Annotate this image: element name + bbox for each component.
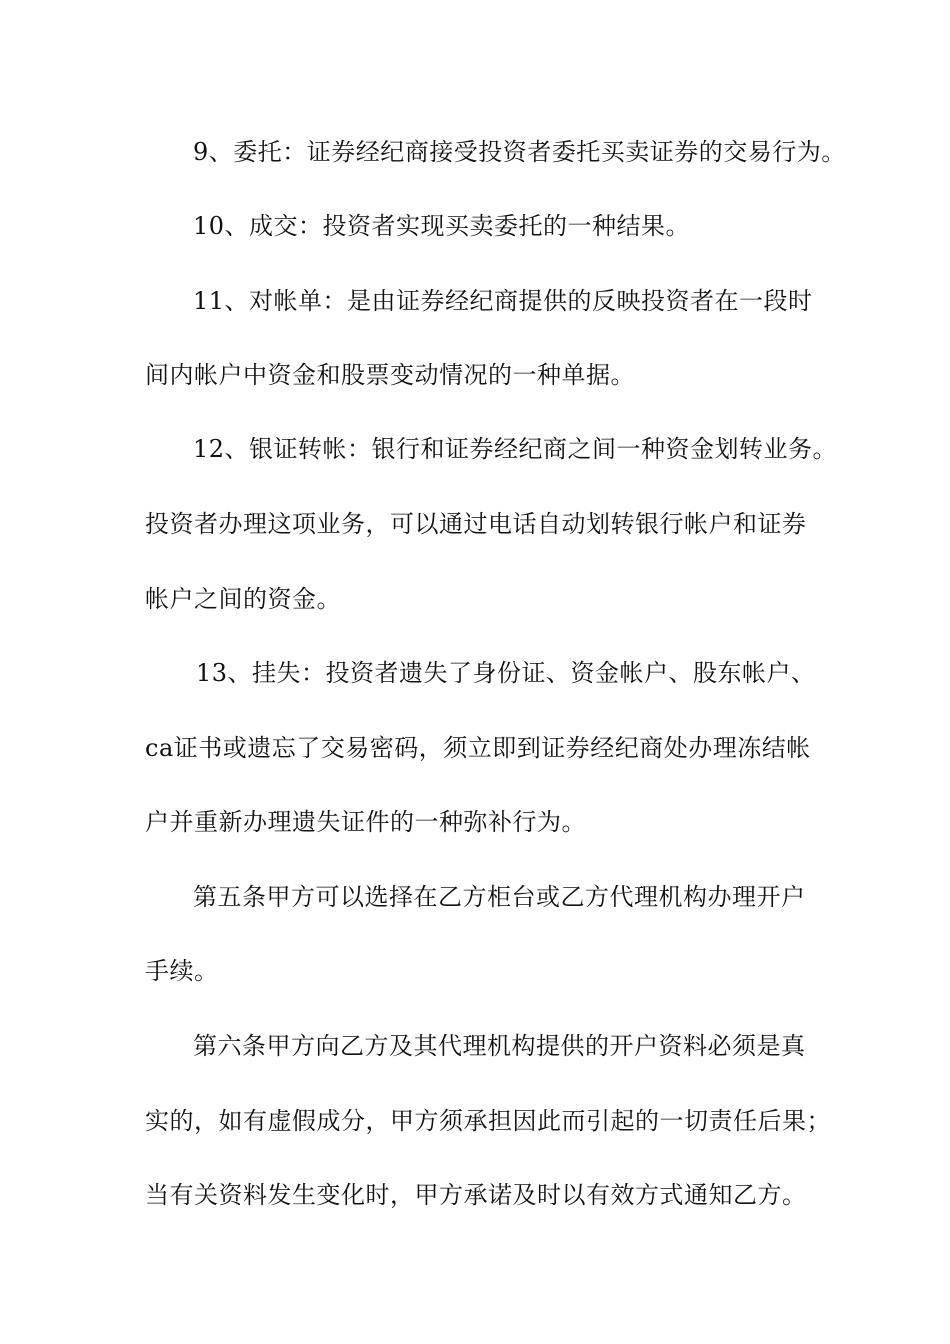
paragraph-line-12-transfer: 12、银证转帐：银行和证券经纪商之间一种资金划转业务。	[193, 435, 838, 463]
paragraph-line-11-statement: 11、对帐单：是由证券经纪商提供的反映投资者在一段时	[193, 287, 813, 315]
paragraph-line-11-statement-cont: 间内帐户中资金和股票变动情况的一种单据。	[145, 361, 635, 389]
paragraph-line-13-loss-cont-1: ca证书或遗忘了交易密码，须立即到证券经纪商处办理冻结帐	[145, 734, 811, 762]
paragraph-line-article-5-cont: 手续。	[145, 957, 219, 985]
paragraph-line-9-entrust: 9、委托：证券经纪商接受投资者委托买卖证券的交易行为。	[193, 138, 846, 166]
paragraph-line-13-loss-cont-2: 户并重新办理遗失证件的一种弥补行为。	[145, 808, 586, 836]
paragraph-line-13-loss: 13、挂失：投资者遗失了身份证、资金帐户、股东帐户、	[196, 659, 816, 687]
paragraph-line-article-6: 第六条甲方向乙方及其代理机构提供的开户资料必须是真	[193, 1032, 806, 1060]
paragraph-line-12-transfer-cont-2: 帐户之间的资金。	[145, 585, 341, 613]
paragraph-line-article-5: 第五条甲方可以选择在乙方柜台或乙方代理机构办理开户	[193, 883, 806, 911]
paragraph-line-10-deal: 10、成交：投资者实现买卖委托的一种结果。	[193, 212, 691, 240]
paragraph-line-article-6-cont-1: 实的，如有虚假成分，甲方须承担因此而引起的一切责任后果；	[145, 1107, 831, 1135]
paragraph-line-12-transfer-cont-1: 投资者办理这项业务，可以通过电话自动划转银行帐户和证券	[145, 510, 807, 538]
paragraph-line-article-6-cont-2: 当有关资料发生变化时，甲方承诺及时以有效方式通知乙方。	[145, 1181, 807, 1209]
